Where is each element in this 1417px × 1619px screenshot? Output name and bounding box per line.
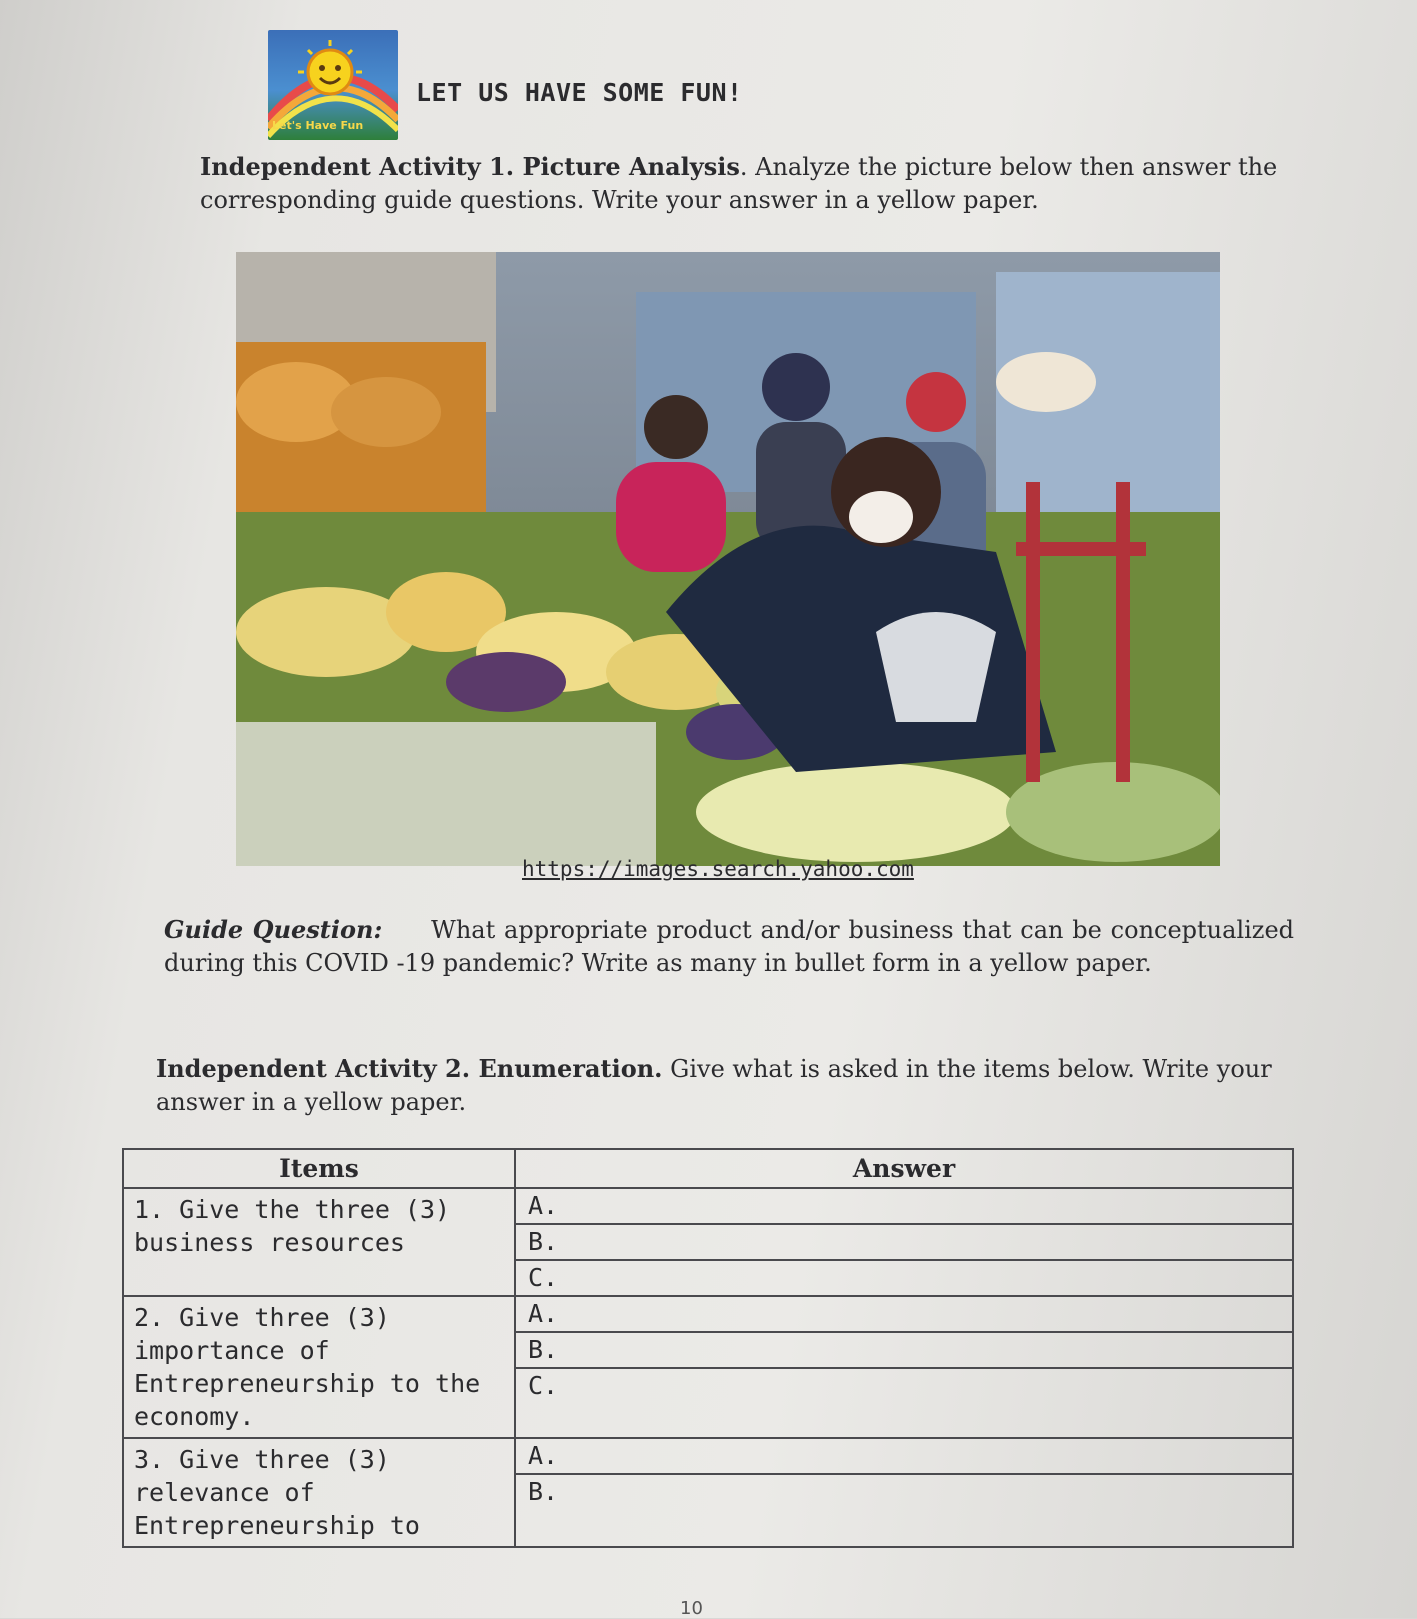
table-row: [123, 1438, 1293, 1547]
answer-line[interactable]: A.: [516, 1297, 1292, 1333]
item-cell: 2. Give three (3) importance of Entrepreneurship to the economy.: [123, 1296, 515, 1438]
answer-line[interactable]: A.: [516, 1439, 1292, 1475]
table-row: [123, 1188, 1293, 1296]
item-cell: 1. Give the three (3) business resources: [123, 1188, 515, 1296]
guide-question: [164, 913, 1294, 980]
answer-cell: [515, 1296, 1293, 1438]
item-cell: 3. Give three (3) relevance of Entrepreneurship to: [123, 1438, 515, 1547]
answer-line[interactable]: C.: [528, 1371, 559, 1400]
photo-credit-link[interactable]: https://images.search.yahoo.com: [522, 857, 914, 881]
answer-line[interactable]: B.: [516, 1225, 1292, 1261]
guide-question-label: Guide Question:: [164, 915, 383, 944]
guide-question-text: What appropriate product and/or business that can be conceptualized during this COVID -19 pandemic? Write as many in bullet form in a yellow paper.: [164, 916, 1295, 977]
activity2-paragraph: [156, 1052, 1286, 1119]
activity1-instructions: . Analyze the picture below then answer the corresponding guide questions. Write your answer in a yellow paper.: [200, 153, 1278, 214]
activity2-instructions: Give what is asked in the items below. Write your answer in a yellow paper.: [156, 1055, 1272, 1116]
answer-line[interactable]: C.: [528, 1263, 559, 1292]
activity2-heading: Independent Activity 2. Enumeration.: [156, 1054, 663, 1083]
activity1-heading: Independent Activity 1. Picture Analysis: [200, 152, 740, 181]
answer-line[interactable]: B.: [516, 1333, 1292, 1369]
market-photo: [236, 252, 1220, 866]
page-number: 10: [680, 1598, 703, 1619]
answer-cell: [515, 1188, 1293, 1296]
fun-logo: [268, 30, 398, 140]
section-title: LET US HAVE SOME FUN!: [416, 78, 743, 107]
activity1-paragraph: [200, 150, 1310, 217]
answer-line[interactable]: B.: [528, 1477, 559, 1506]
items-header: Items: [123, 1149, 515, 1188]
enumeration-table: [122, 1148, 1294, 1548]
answer-cell: [515, 1438, 1293, 1547]
table-row: [123, 1296, 1293, 1438]
logo-caption: Let's Have Fun: [272, 119, 364, 132]
answer-line[interactable]: A.: [516, 1189, 1292, 1225]
answer-header: Answer: [515, 1149, 1293, 1188]
